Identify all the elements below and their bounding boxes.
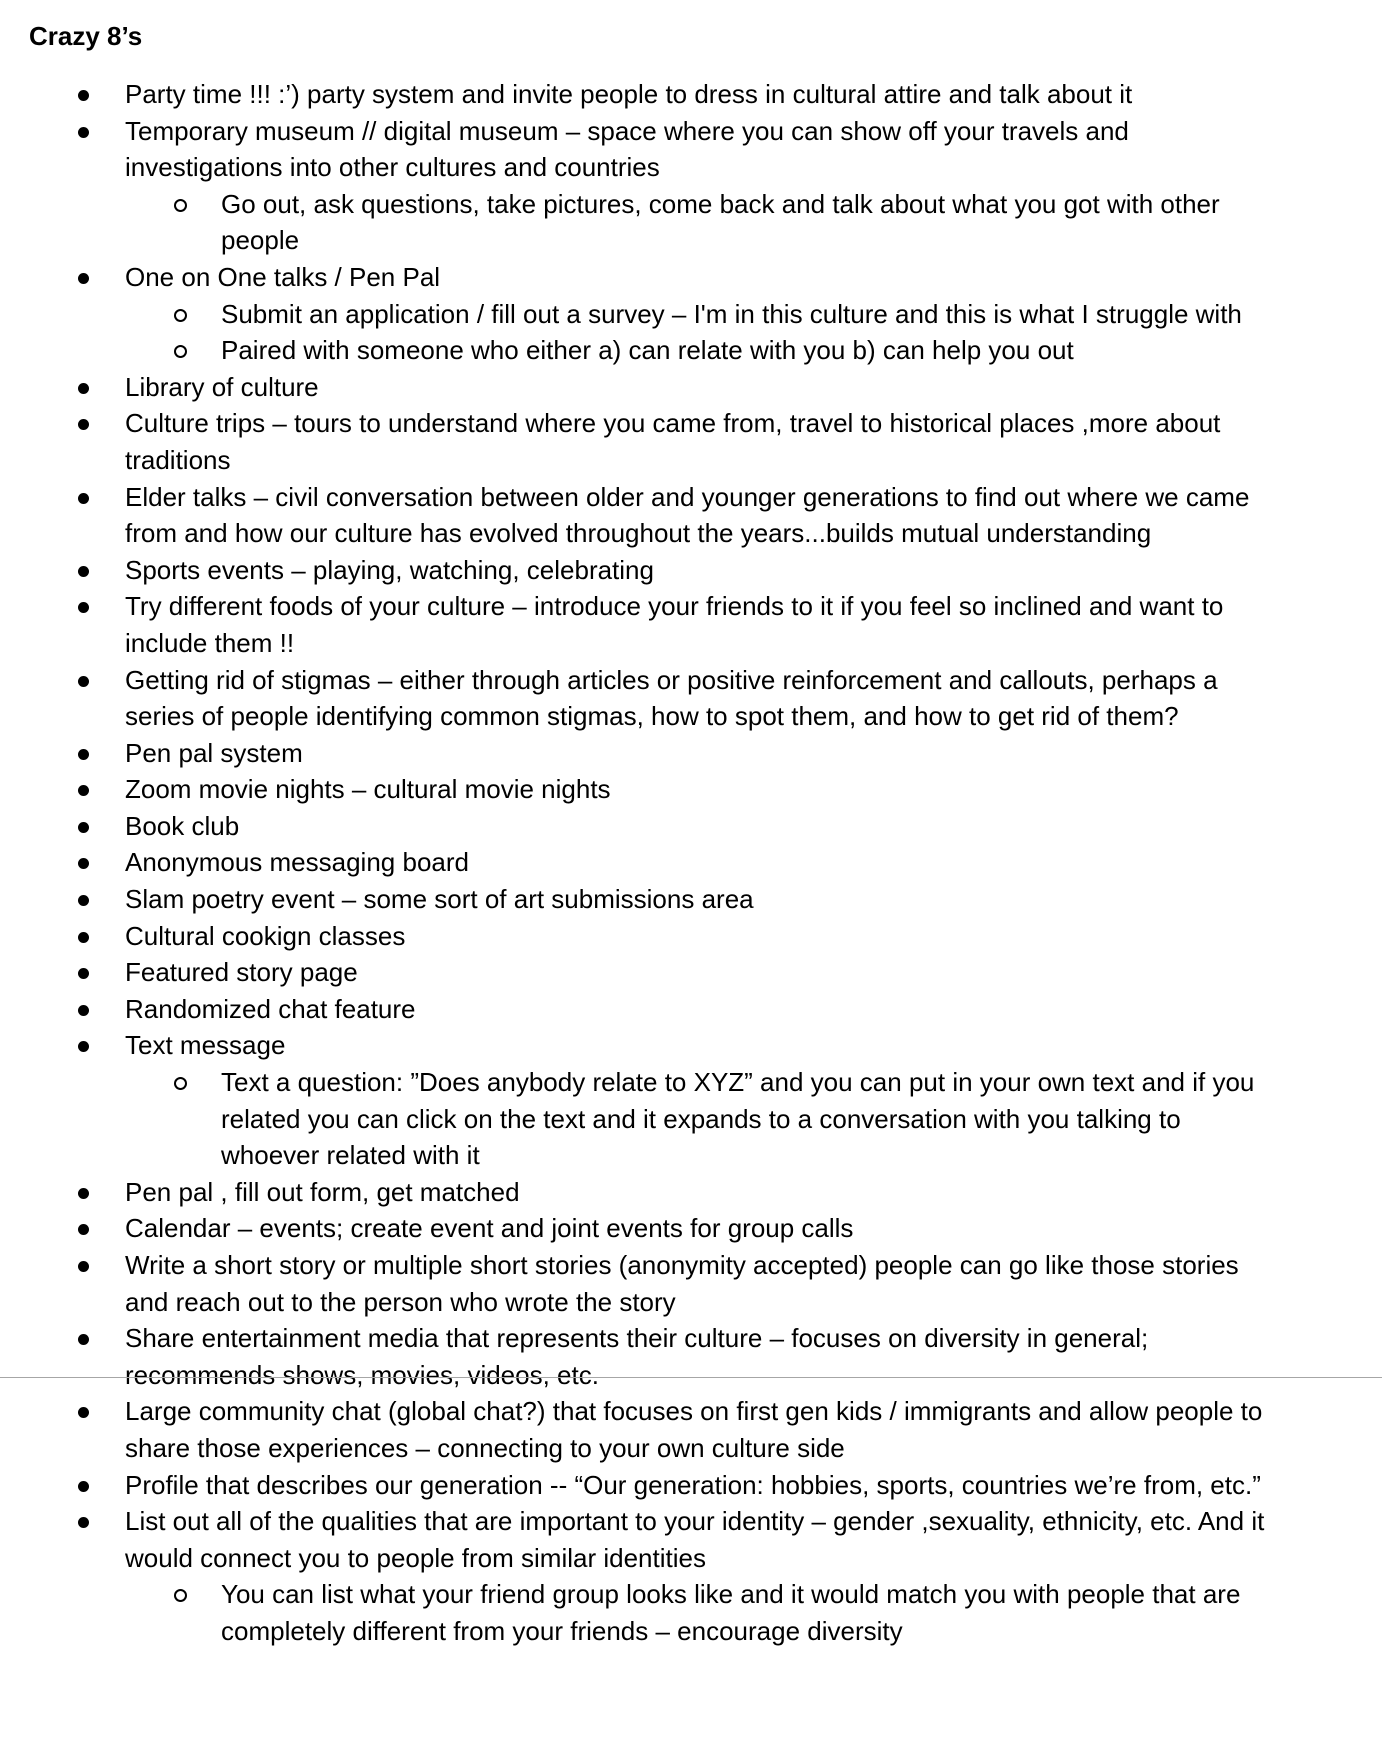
filled-bullet-icon xyxy=(78,785,89,796)
sub-list-item xyxy=(0,332,1382,369)
list-item xyxy=(0,552,1382,589)
list-item-text: Share entertainment media that represents their culture – focuses on diversity in general; recommends shows, movies, videos, etc. xyxy=(125,1323,1149,1390)
filled-bullet-icon xyxy=(78,419,89,430)
filled-bullet-icon xyxy=(78,273,89,284)
list-item xyxy=(0,1320,1382,1393)
list-item-text: Sports events – playing, watching, celebrating xyxy=(125,554,654,585)
list-item-text: Large community chat (global chat?) that focuses on first gen kids / immigrants and allow people to share those experiences – connecting to your own culture side xyxy=(125,1396,1263,1463)
list-item-text: Library of culture xyxy=(125,371,319,402)
filled-bullet-icon xyxy=(78,1005,89,1016)
filled-bullet-icon xyxy=(78,566,89,577)
list-item-text: Paired with someone who either a) can relate with you b) can help you out xyxy=(221,335,1074,366)
filled-bullet-icon xyxy=(78,127,89,138)
list-item xyxy=(0,1503,1382,1576)
list-item xyxy=(0,405,1382,478)
list-item xyxy=(0,113,1382,186)
sub-list-item xyxy=(0,1576,1382,1649)
filled-bullet-icon xyxy=(78,822,89,833)
filled-bullet-icon xyxy=(78,1224,89,1235)
list-item xyxy=(0,1027,1382,1064)
list-item-text: Getting rid of stigmas – either through articles or positive reinforcement and callouts, perhaps a series of people identifying common stigmas, how to spot them, and how to get rid of them? xyxy=(125,664,1218,732)
list-item-text: You can list what your friend group looks like and it would match you with people that are completely different from your friends – encourage diversity xyxy=(221,1579,1241,1646)
list-item-text: Book club xyxy=(125,810,240,841)
hollow-circle-bullet-icon xyxy=(174,309,187,322)
hollow-circle-bullet-icon xyxy=(174,1077,187,1090)
list-item xyxy=(0,771,1382,808)
filled-bullet-icon xyxy=(78,602,89,613)
list-item-text: Text message xyxy=(125,1030,286,1061)
list-item xyxy=(0,369,1382,406)
page-break-divider xyxy=(0,1377,1382,1378)
sub-list-item xyxy=(0,296,1382,333)
list-item-text: Calendar – events; create event and joint events for group calls xyxy=(125,1213,854,1244)
filled-bullet-icon xyxy=(78,932,89,943)
list-item-text: Featured story page xyxy=(125,957,358,988)
filled-bullet-icon xyxy=(78,858,89,869)
sub-list-item xyxy=(0,1064,1382,1174)
filled-bullet-icon xyxy=(78,749,89,760)
filled-bullet-icon xyxy=(78,1334,89,1345)
list-item-text: Profile that describes our generation -- “Our generation: hobbies, sports, countries we’re from, etc.” xyxy=(125,1469,1261,1500)
list-item-text: Write a short story or multiple short stories (anonymity accepted) people can go like those stories and reach out to the person who wrote the story xyxy=(125,1250,1239,1317)
list-item xyxy=(0,1467,1382,1504)
filled-bullet-icon xyxy=(78,1481,89,1492)
filled-bullet-icon xyxy=(78,493,89,504)
list-item-text: Text a question: ”Does anybody relate to XYZ” and you can put in your own text and if you related you can click on the text and it expands to a conversation with you talking to whoever related with it xyxy=(221,1067,1255,1171)
list-item xyxy=(0,588,1382,661)
document-title: Crazy 8’s xyxy=(29,21,143,51)
list-item xyxy=(0,735,1382,772)
list-item-text: Anonymous messaging board xyxy=(125,847,469,878)
filled-bullet-icon xyxy=(78,895,89,906)
list-item xyxy=(0,479,1382,552)
list-item xyxy=(0,1247,1382,1320)
filled-bullet-icon xyxy=(78,676,89,687)
list-item-text: Randomized chat feature xyxy=(125,993,416,1024)
filled-bullet-icon xyxy=(78,383,89,394)
list-item-text: One on One talks / Pen Pal xyxy=(125,261,441,292)
hollow-circle-bullet-icon xyxy=(174,199,187,212)
list-item xyxy=(0,991,1382,1028)
sub-list-item xyxy=(0,186,1382,259)
list-item-text: Culture trips – tours to understand where you came from, travel to historical places ,more about traditions xyxy=(125,408,1221,475)
list-item-text: Slam poetry event – some sort of art submissions area xyxy=(125,884,754,915)
filled-bullet-icon xyxy=(78,1261,89,1272)
list-item xyxy=(0,1210,1382,1247)
filled-bullet-icon xyxy=(78,1407,89,1418)
list-item-text: Pen pal system xyxy=(125,737,303,768)
filled-bullet-icon xyxy=(78,1517,89,1528)
list-item xyxy=(0,1174,1382,1211)
list-item xyxy=(0,808,1382,845)
list-item xyxy=(0,259,1382,296)
hollow-circle-bullet-icon xyxy=(174,345,187,358)
list-item-text: Party time !!! :’) party system and invite people to dress in cultural attire and talk about it xyxy=(125,79,1133,109)
list-item-text: Elder talks – civil conversation between older and younger generations to find out where we came from and how our culture has evolved throughout the years...builds mutual understanding xyxy=(125,481,1250,549)
list-item xyxy=(0,881,1382,918)
list-item-text: List out all of the qualities that are important to your identity – gender ,sexuality, ethnicity, etc. And it would connect you to people from similar identities xyxy=(125,1506,1265,1573)
list-item xyxy=(0,844,1382,881)
list-item-text: Submit an application / fill out a survey – I'm in this culture and this is what I struggle with xyxy=(221,298,1242,329)
list-item xyxy=(0,1393,1382,1466)
list-item-text: Pen pal , fill out form, get matched xyxy=(125,1176,520,1207)
bullet-list xyxy=(0,76,1382,1650)
list-item-text: Try different foods of your culture – introduce your friends to it if you feel so inclined and want to include them !! xyxy=(125,591,1224,658)
list-item xyxy=(0,76,1382,113)
list-item xyxy=(0,918,1382,955)
list-item-text: Go out, ask questions, take pictures, come back and talk about what you got with other people xyxy=(221,188,1220,256)
filled-bullet-icon xyxy=(78,1188,89,1199)
list-item-text: Cultural cookign classes xyxy=(125,920,406,951)
hollow-circle-bullet-icon xyxy=(174,1589,187,1602)
list-item-text: Zoom movie nights – cultural movie nights xyxy=(125,774,611,805)
filled-bullet-icon xyxy=(78,968,89,979)
filled-bullet-icon xyxy=(78,1041,89,1052)
filled-bullet-icon xyxy=(78,90,89,101)
list-item xyxy=(0,662,1382,735)
list-item xyxy=(0,954,1382,991)
list-item-text: Temporary museum // digital museum – space where you can show off your travels and investigations into other cultures and countries xyxy=(125,115,1129,183)
